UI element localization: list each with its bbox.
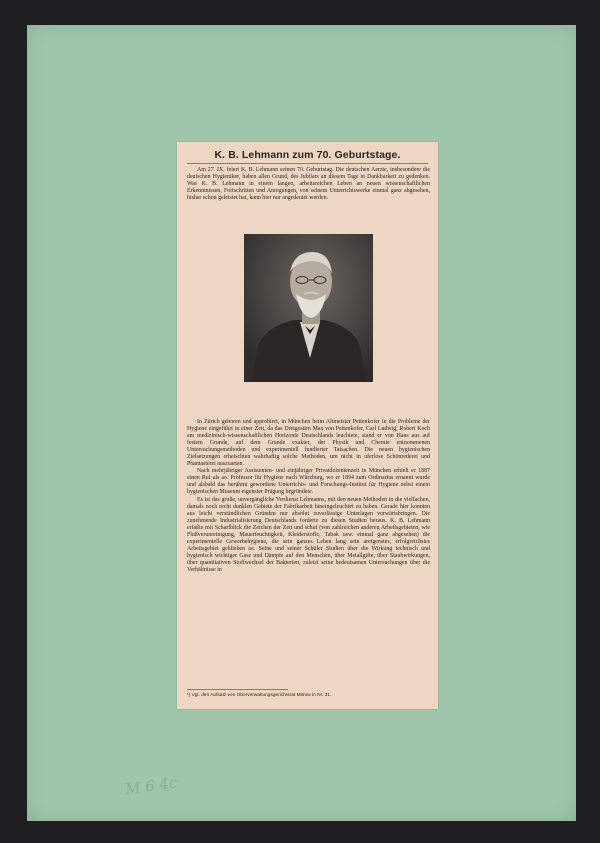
footnote-rule [187,689,288,690]
article-body [187,419,430,574]
body-paragraph: Es ist das große, unvergängliche Verdienst Lehmanns, mit den neuen Methoden in die vielfachen, damals noch recht dunklen Gebiete der Fabrikarbeit hineingeleuchtet zu haben. Gerade hier konnten aus leicht verständlichen Gründen nur absolut zuverlässige Unterlagen vorwärtsbringen. Die zunehmende Industrialisierung Deutschlands forderte zu diesen Studien heraus. K. B. Lehmann erfaßte mit Scharfblick die Zeichen der Zeit und schuf (von zahlreichen anderen Arbeitsgebieten, wie Flußverunreinigung, Mauerfeuchtigkeit, Kleiderstoffe, Tabak usw. einmal ganz abgesehen) die experimentelle Gewerbehygiene, die sein ganzes Leben lang sein areigenstes, erfolgreichstes Arbeitsgebiet geblieben ist. Seine und seiner Schüler Studien über die Wirkung technisch und hygienisch wichtiger Gase und Dämpfe auf den Menschen, über Metallgifte, über Staubwirkungen, über quantitativen Stoffwechsel der Bakterien, zuletzt seine bedeutsamen Untersuchungen über die Verhältnisse in [187,496,430,573]
body-paragraph: In Zürich geboren und approbiert, in München beim Altmeister Pettenkofer in die Probleme der Hygiene eingeführt in einer Zeit, da das Dreigestirn Max von Pettenkofer, Carl Ludwig, Robert Koch am medizinisch-wissenschaftlichen Horizonte Deutschlands leuchtete, stand er von Haus aus auf festem Grunde, auf dem Grunde exakter, der Physik und Chemie entnommenen Untersuchungsmethoden und experimentell fundierter Tatsachen. Die neuen hygienischen Zielsetzungen erheischten wahrhaftig solche Methoden, um nicht in uferlose Schönrederei und Phantasterei auszuarten. [187,419,430,468]
portrait-photo [244,234,373,382]
archive-mounting-board [27,25,576,821]
intro-paragraph: Am 27. IX. feiert K. B. Lehmann seinen 70. Geburtstag. Die deutschen Aerzte, insbesondere die deutschen Hygieniker, haben allen Grund, des Jubilars an diesem Tage in Dankbarkeit zu gedenken. Was K. B. Lehmann in einem langen, arbeitsreichen Leben an neuen wissenschaftlichen Erkenntnissen, Fortschritten und Anregungen, von seinem Unterrichtswerke einmal ganz abgesehen, bisher schon geleistet hat, kann hier nur angedeutet werden. [187,167,430,202]
body-paragraph: Nach mehrjähriger Assistenten- und einjähriger Privatdozentenzeit in München erhielt er 1887 einen Ruf als ao. Professor für Hygiene nach Würzburg, wo er 1894 zum Ordinarius ernannt wurde und alsbald das berühmt gewordene Unterrichts- und Forschungs-Institut für Hygiene nebst einem hygienischen Museum eigenster Prägung begründete. [187,468,430,496]
article-footnote: ¹) Vgl. den Aufsatz von Oberverwaltungsgerichtsrat Mitrow in Nr. 31. [187,693,332,698]
pencil-annotation: M 6 4c [124,773,179,799]
title-rule [187,163,428,164]
newspaper-clipping [177,142,438,709]
article-intro [187,167,430,202]
portrait-image [244,234,373,382]
article-title: K. B. Lehmann zum 70. Geburtstage. [214,149,401,161]
